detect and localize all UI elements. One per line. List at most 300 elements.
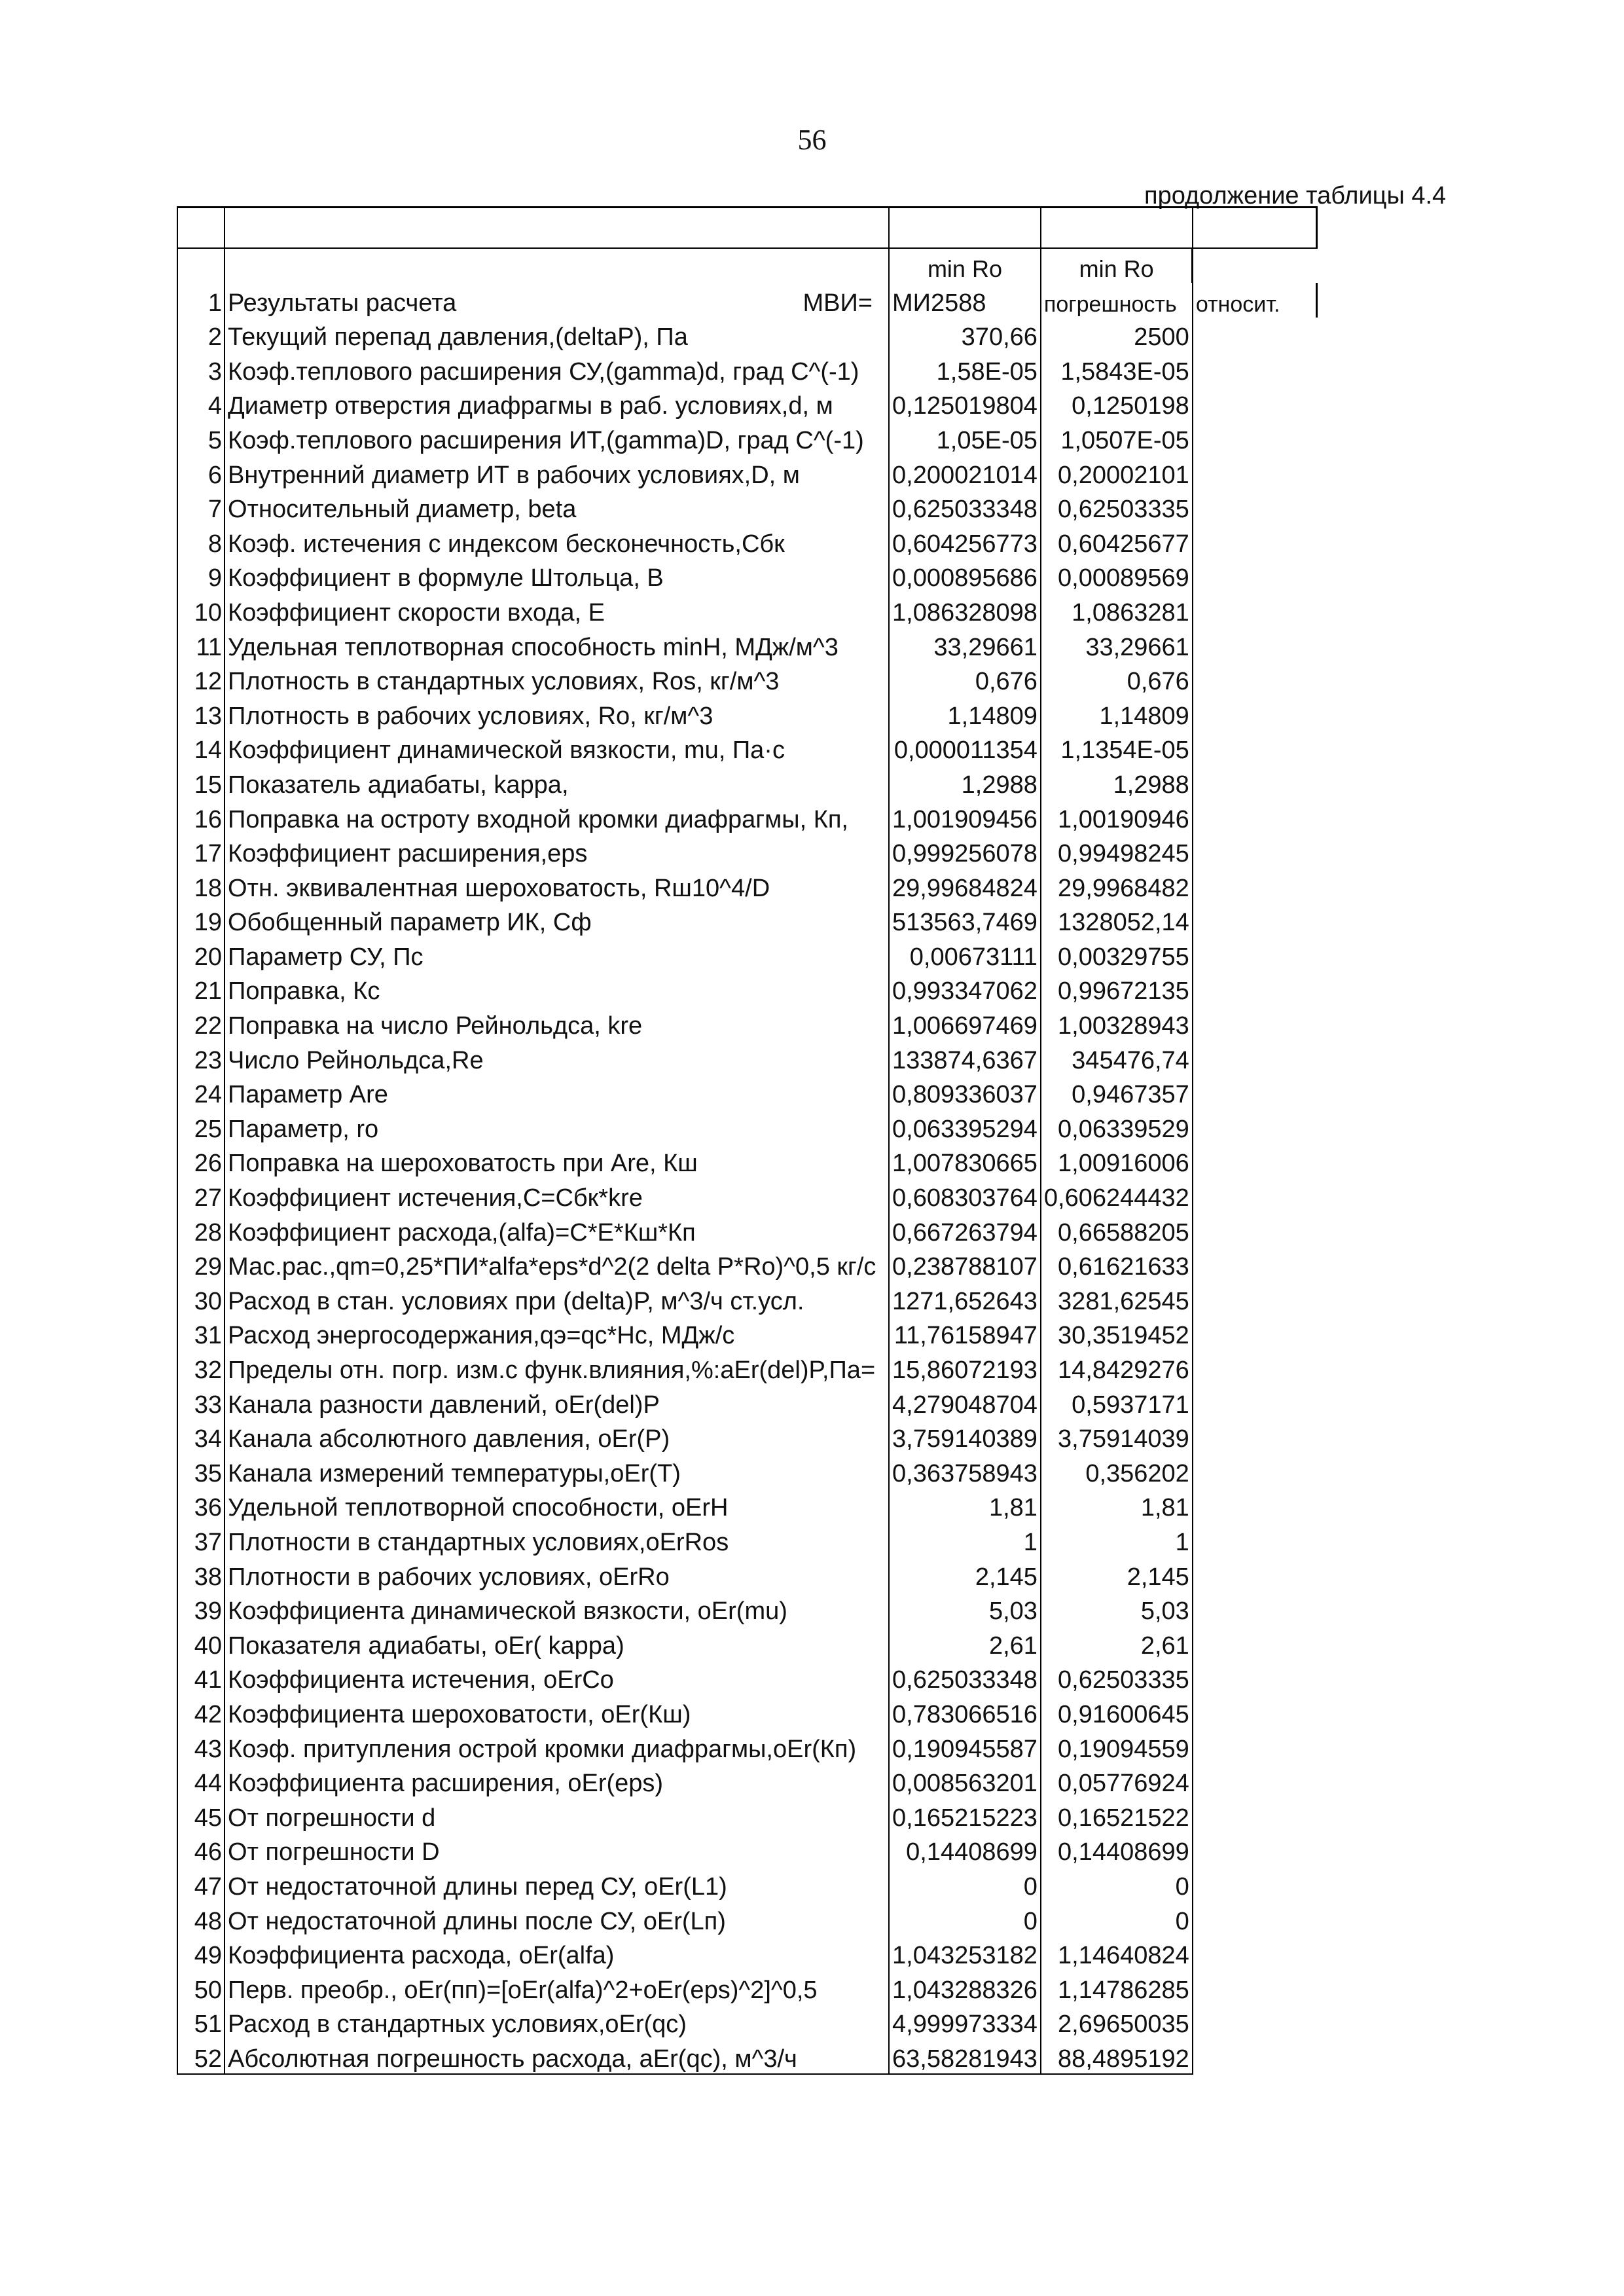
value-min-ro-2: 29,9968482 [1041,868,1193,903]
value-min-ro-2: 3,75914039 [1041,1419,1193,1454]
value-min-ro-2: 1,00916006 [1041,1144,1193,1178]
table-row [177,765,1317,799]
table-row [177,1970,1317,2005]
table-row [177,696,1317,731]
row-number: 13 [177,696,225,731]
row-label: Канала измерений температуры,oEr(T) [228,1459,681,1487]
note-cell [1193,627,1317,662]
value-min-ro-2: 1,14640824 [1041,1936,1193,1971]
table-row [177,1247,1317,1282]
note-cell [1193,1040,1317,1075]
value-min-ro-1: 29,99684824 [889,868,1041,903]
value-min-ro-1: 1,007830665 [889,1144,1041,1178]
table-row [177,2005,1317,2039]
note-cell [1193,937,1317,972]
note-cell [1193,1453,1317,1488]
value-min-ro-1: 0,363758943 [889,1453,1041,1488]
value-min-ro-1: 0,165215223 [889,1798,1041,1832]
value-min-ro-1: 1,043253182 [889,1936,1041,1971]
row-label [225,283,889,318]
row-number: 33 [177,1385,225,1419]
value-min-ro-2: 1,00328943 [1041,1006,1193,1040]
table-row [177,1109,1317,1144]
row-number: 21 [177,972,225,1006]
note-cell [1193,1936,1317,1971]
row-number: 3 [177,352,225,386]
note-cell [1193,1075,1317,1110]
note-cell [1193,1385,1317,1419]
header-cell [177,208,225,249]
note-cell [1193,1970,1317,2005]
value-min-ro-2: 14,8429276 [1041,1350,1193,1385]
row-number: 9 [177,558,225,593]
row-number: 48 [177,1901,225,1936]
note-cell [1193,1281,1317,1316]
value-min-ro-2: 0,91600645 [1041,1694,1193,1729]
row-number: 42 [177,1694,225,1729]
row-number: 18 [177,868,225,903]
note-cell [1193,1557,1317,1592]
table-row [177,903,1317,938]
value-min-ro-2: 1,14809 [1041,696,1193,731]
note-cell [1193,1006,1317,1040]
table-row [177,1660,1317,1695]
value-min-ro-1: 0,676 [889,662,1041,697]
row-label: Коэффициент расширения,eps [228,840,588,868]
table-row [177,1764,1317,1798]
table-row [177,1832,1317,1867]
row-number: 26 [177,1144,225,1178]
row-number: 19 [177,903,225,938]
note-cell [1193,1316,1317,1351]
value-min-ro-1: 1,2988 [889,765,1041,799]
table-row [177,1006,1317,1040]
value-min-ro-2: 0,356202 [1041,1453,1193,1488]
table-row [177,1385,1317,1419]
error-label: погрешность [1041,283,1193,318]
note-cell [1193,1592,1317,1626]
value-min-ro-2: 1,2988 [1041,765,1193,799]
row-label: От недостаточной длины после СУ, oEr(Lп) [228,1907,726,1935]
row-number: 46 [177,1832,225,1867]
value-min-ro-1: 0,200021014 [889,455,1041,490]
value-min-ro-2: 5,03 [1041,1592,1193,1626]
value-min-ro-2: 0,9467357 [1041,1075,1193,1110]
note-cell [1193,1419,1317,1454]
value-min-ro-2: 0,61621633 [1041,1247,1193,1282]
value-min-ro-1: 0,783066516 [889,1694,1041,1729]
row-number: 35 [177,1453,225,1488]
value-min-ro-2: 0 [1041,1901,1193,1936]
row-label: Коэффициент расхода,(alfa)=C*E*Кш*Кп [228,1218,696,1247]
value-min-ro-2: 1,14786285 [1041,1970,1193,2005]
row-label: Параметр СУ, Пс [228,943,424,971]
row-label: Поправка на шероховатость при Are, Кш [228,1150,698,1178]
note-cell [1193,1109,1317,1144]
row-label: Плотность в стандартных условиях, Ros, кг/м^3 [228,668,780,696]
table-row [177,1488,1317,1523]
note-cell [1193,455,1317,490]
note-cell [1193,1247,1317,1282]
row-label: Показатель адиабаты, kappa, [228,771,569,799]
note-cell [1193,1798,1317,1832]
value-min-ro-2: 0,66588205 [1041,1212,1193,1247]
table-row [177,1419,1317,1454]
row-number: 30 [177,1281,225,1316]
note-cell [1193,1660,1317,1695]
table-row [177,937,1317,972]
row-label: Расход энергосодержания,qэ=qc*Hc, МДж/с [228,1322,735,1350]
table-row [177,1144,1317,1178]
table-row [177,352,1317,386]
value-min-ro-2: 2,69650035 [1041,2005,1193,2039]
row-label: Расход в стандартных условиях,oEr(qc) [228,2011,687,2039]
row-number: 24 [177,1075,225,1110]
row-number: 47 [177,1867,225,1901]
row-label: Коэффициента расширения, oEr(eps) [228,1770,664,1798]
table-row [177,1592,1317,1626]
note-cell [1193,868,1317,903]
value-min-ro-2: 1 [1041,1522,1193,1557]
row-label: Поправка на остроту входной кромки диафрагмы, Кп, [228,805,848,833]
table-row [177,1075,1317,1110]
value-min-ro-1: 3,759140389 [889,1419,1041,1454]
value-min-ro-1: 513563,7469 [889,903,1041,938]
note-cell [1193,1144,1317,1178]
value-min-ro-2: 0,00329755 [1041,937,1193,972]
value-min-ro-1: 0,000011354 [889,731,1041,765]
value-min-ro-1: 1,086328098 [889,592,1041,627]
row-number: 29 [177,1247,225,1282]
row-number: 39 [177,1592,225,1626]
value-min-ro-2: 1328052,14 [1041,903,1193,938]
value-min-ro-2: 0,676 [1041,662,1193,697]
note-cell [1193,972,1317,1006]
row-label: Коэффициент истечения,C=Сбк*kre [228,1184,643,1212]
table-row [177,318,1317,352]
value-min-ro-1: 1,81 [889,1488,1041,1523]
row-number: 14 [177,731,225,765]
row-number: 16 [177,799,225,834]
value-min-ro-1: 5,03 [889,1592,1041,1626]
note-cell [1193,1832,1317,1867]
row-number: 7 [177,490,225,524]
value-min-ro-2: 0,06339529 [1041,1109,1193,1144]
value-min-ro-2: 1,0863281 [1041,592,1193,627]
row-label: Плотности в рабочих условиях, oErRo [228,1563,670,1591]
header-cell [177,248,225,283]
header-cell [1193,208,1317,249]
table-row [177,1626,1317,1660]
value-min-ro-1: 1,05E-05 [889,420,1041,455]
row-label: Внутренний диаметр ИТ в рабочих условиях,D, м [228,461,800,489]
row-label: Коэффициента истечения, oErCo [228,1666,614,1694]
value-min-ro-2: 1,0507E-05 [1041,420,1193,455]
row-number: 34 [177,1419,225,1454]
note-cell [1193,799,1317,834]
row-label: Коэф.теплового расширения СУ,(gamma)d, град C^(-1) [228,357,859,386]
header-cell [889,208,1041,249]
header-min-ro-1: min Ro [889,248,1041,283]
note-cell [1193,1764,1317,1798]
row-number: 10 [177,592,225,627]
table-row [177,283,1317,318]
value-min-ro-1: 0,063395294 [889,1109,1041,1144]
table-row [177,455,1317,490]
value-min-ro-1: 1 [889,1522,1041,1557]
header-min-ro-2: min Ro [1041,248,1193,283]
note-cell [1193,420,1317,455]
value-min-ro-1: 0,00673111 [889,937,1041,972]
results-label: Результаты расчета [228,289,457,317]
row-label: Коэффициент в формуле Штольца, В [228,564,664,592]
table-row [177,524,1317,558]
row-number: 8 [177,524,225,558]
row-number: 50 [177,1970,225,2005]
value-min-ro-2: 0,62503335 [1041,490,1193,524]
table-row [177,386,1317,421]
value-min-ro-2: 0,60425677 [1041,524,1193,558]
value-min-ro-1: 0,625033348 [889,490,1041,524]
value-min-ro-1: 133874,6367 [889,1040,1041,1075]
value-min-ro-2: 1,5843E-05 [1041,352,1193,386]
value-min-ro-2: 0,20002101 [1041,455,1193,490]
note-cell [1193,386,1317,421]
row-label: Коэффициента расхода, oEr(alfa) [228,1942,615,1970]
row-number: 17 [177,834,225,869]
row-number: 41 [177,1660,225,1695]
table-row [177,868,1317,903]
table-row [177,420,1317,455]
table-row [177,1040,1317,1075]
value-min-ro-2: 0,00089569 [1041,558,1193,593]
table-row [177,1281,1317,1316]
value-min-ro-2: 345476,74 [1041,1040,1193,1075]
row-label: Коэф. притупления острой кромки диафрагмы,oEr(Кп) [228,1735,857,1763]
row-label: Коэф. истечения с индексом бесконечность,Сбк [228,530,785,558]
table-row [177,490,1317,524]
header-cell [225,248,889,283]
row-label: Обобщенный параметр ИК, Сф [228,909,592,937]
value-min-ro-2: 1,00190946 [1041,799,1193,834]
row-number: 32 [177,1350,225,1385]
row-number: 2 [177,318,225,352]
value-min-ro-1: 0,125019804 [889,386,1041,421]
row-label: Расход в стан. условиях при (delta)P, м^3/ч ст.усл. [228,1287,804,1315]
table-row [177,1557,1317,1592]
row-label: Число Рейнольдса,Re [228,1046,484,1074]
note-cell [1193,2005,1317,2039]
table-row [177,1729,1317,1764]
value-min-ro-2: 0,14408699 [1041,1832,1193,1867]
note-cell [1193,1350,1317,1385]
row-number: 49 [177,1936,225,1971]
value-min-ro-1: 0,008563201 [889,1764,1041,1798]
note-cell [1193,1901,1317,1936]
table-row [177,1901,1317,1936]
row-number: 11 [177,627,225,662]
row-number: 15 [177,765,225,799]
note-cell [1193,1522,1317,1557]
table-row [177,1936,1317,1971]
table-row [177,972,1317,1006]
note-cell [1193,352,1317,386]
row-label: Показателя адиабаты, oEr( kappa) [228,1631,624,1660]
table-header-row [177,248,1317,283]
value-min-ro-2: 1,81 [1041,1488,1193,1523]
value-min-ro-1: 63,58281943 [889,2039,1041,2074]
value-min-ro-1: 0,604256773 [889,524,1041,558]
table-row [177,1350,1317,1385]
row-number: 20 [177,937,225,972]
note-cell [1193,490,1317,524]
row-label: Канала разности давлений, oEr(del)P [228,1391,660,1419]
table-row [177,1316,1317,1351]
value-min-ro-1: 370,66 [889,318,1041,352]
table-row [177,662,1317,697]
value-min-ro-2: 33,29661 [1041,627,1193,662]
row-label: Пределы отн. погр. изм.с функ.влияния,%:aEr(del)P,Па= [228,1357,876,1384]
method-value: МИ2588 [889,283,1041,318]
note-cell [1193,1488,1317,1523]
value-min-ro-1: 15,86072193 [889,1350,1041,1385]
note-cell [1193,318,1317,352]
note-cell [1193,1178,1317,1212]
note-cell [1193,696,1317,731]
table-row [177,1694,1317,1729]
value-min-ro-2: 0,1250198 [1041,386,1193,421]
row-label: Коэф.теплового расширения ИТ,(gamma)D, град C^(-1) [228,426,864,454]
value-min-ro-1: 2,145 [889,1557,1041,1592]
row-label: Коэффициента динамической вязкости, oEr(mu) [228,1597,787,1626]
row-label: Относительный диаметр, beta [228,496,577,524]
table-row [177,1798,1317,1832]
value-min-ro-2: 0,5937171 [1041,1385,1193,1419]
value-min-ro-1: 1,58E-05 [889,352,1041,386]
row-number: 44 [177,1764,225,1798]
row-label: Параметр, ro [228,1115,379,1143]
row-number: 40 [177,1626,225,1660]
value-min-ro-1: 0,000895686 [889,558,1041,593]
value-min-ro-2: 0,99672135 [1041,972,1193,1006]
value-min-ro-1: 0,238788107 [889,1247,1041,1282]
table-header-blank-row [177,208,1317,249]
value-min-ro-2: 0,16521522 [1041,1798,1193,1832]
value-min-ro-1: 0,625033348 [889,1660,1041,1695]
row-label: Канала абсолютного давления, oEr(P) [228,1425,670,1453]
relative-label: относит. [1193,283,1317,318]
row-label: Удельная теплотворная способность minH, МДж/м^3 [228,633,839,661]
table-row [177,558,1317,593]
row-number: 51 [177,2005,225,2039]
row-number: 6 [177,455,225,490]
note-cell [1193,524,1317,558]
row-label: Диаметр отверстия диафрагмы в раб. условиях,d, м [228,392,833,420]
value-min-ro-1: 0,14408699 [889,1832,1041,1867]
row-number: 25 [177,1109,225,1144]
row-number: 45 [177,1798,225,1832]
value-min-ro-1: 0 [889,1901,1041,1936]
row-number: 37 [177,1522,225,1557]
row-label: От погрешности d [228,1804,436,1832]
value-min-ro-2: 1,1354E-05 [1041,731,1193,765]
value-min-ro-2: 0,606244432 [1041,1178,1193,1212]
row-number: 22 [177,1006,225,1040]
table-row [177,1178,1317,1212]
row-number: 23 [177,1040,225,1075]
results-table [177,206,1318,2075]
mvi-label: МВИ= [803,289,873,317]
row-label: Абсолютная погрешность расхода, aEr(qc), м^3/ч [225,2039,889,2074]
row-label: Коэффициент динамической вязкости, mu, Па·с [228,737,785,765]
row-label: Удельной теплотворной способности, oErH [228,1494,729,1522]
table-row [177,1453,1317,1488]
row-label: Перв. преобр., oEr(пп)=[oEr(alfa)^2+oEr(eps)^2]^0,5 [228,1976,818,2004]
value-min-ro-1: 0 [889,1867,1041,1901]
table-row [177,1522,1317,1557]
table-row [177,834,1317,869]
note-cell [1193,1626,1317,1660]
value-min-ro-1: 1,043288326 [889,1970,1041,2005]
value-min-ro-2: 0,99498245 [1041,834,1193,869]
row-label: Плотности в стандартных условиях,oErRos [228,1528,729,1556]
row-label: Текущий перепад давления,(deltaP), Па [228,323,688,352]
row-label: Коэффициент скорости входа, E [228,598,605,627]
value-min-ro-1: 0,190945587 [889,1729,1041,1764]
table-row [177,731,1317,765]
row-number: 5 [177,420,225,455]
value-min-ro-1: 4,999973334 [889,2005,1041,2039]
note-cell [1193,1212,1317,1247]
table-continuation-caption: продолжение таблицы 4.4 [1144,182,1447,210]
note-cell [1193,834,1317,869]
row-label: Плотность в рабочих условиях, Ro, кг/м^3 [228,702,713,730]
table-row [177,592,1317,627]
value-min-ro-2: 2,61 [1041,1626,1193,1660]
row-number: 1 [177,283,225,318]
value-min-ro-1: 4,279048704 [889,1385,1041,1419]
value-min-ro-2: 2500 [1041,318,1193,352]
row-label: Поправка, Кс [228,977,380,1006]
row-label: От погрешности D [228,1838,440,1867]
value-min-ro-2: 0,05776924 [1041,1764,1193,1798]
value-min-ro-2: 88,4895192 [1041,2039,1193,2074]
row-number: 52 [177,2039,225,2074]
value-min-ro-1: 11,76158947 [889,1316,1041,1351]
table-row [177,799,1317,834]
row-label: Поправка на число Рейнольдса, kre [228,1012,643,1040]
value-min-ro-2: 2,145 [1041,1557,1193,1592]
value-min-ro-1: 0,608303764 [889,1178,1041,1212]
note-cell [1193,662,1317,697]
header-cell [1041,208,1193,249]
row-label: Отн. эквивалентная шероховатость, Rш10^4/D [228,874,770,902]
header-cell [1193,248,1317,283]
row-number: 43 [177,1729,225,1764]
row-number: 28 [177,1212,225,1247]
value-min-ro-1: 0,809336037 [889,1075,1041,1110]
row-number: 27 [177,1178,225,1212]
value-min-ro-1: 1,001909456 [889,799,1041,834]
row-number: 4 [177,386,225,421]
value-min-ro-2: 0 [1041,1867,1193,1901]
row-label: От недостаточной длины перед СУ, oEr(L1) [228,1872,727,1901]
table-row [177,1212,1317,1247]
table-row [177,627,1317,662]
row-label: Мас.рас.,qm=0,25*ПИ*alfa*eps*d^2(2 delta P*Ro)^0,5 кг/с [228,1253,876,1281]
value-min-ro-1: 1,14809 [889,696,1041,731]
row-label: Коэффициента шероховатости, oEr(Кш) [228,1700,691,1728]
